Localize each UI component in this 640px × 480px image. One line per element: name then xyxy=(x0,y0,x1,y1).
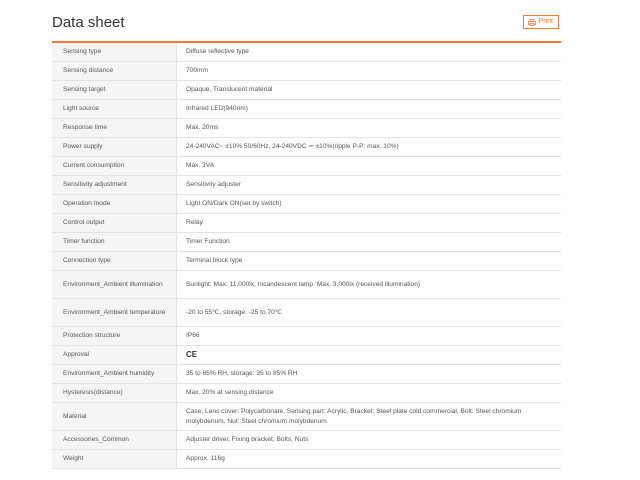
table-row xyxy=(52,403,561,431)
spec-value: 700mm xyxy=(177,62,562,81)
spec-value: Max. 20ms xyxy=(177,119,562,138)
table-row xyxy=(52,252,561,271)
table-row xyxy=(52,384,561,403)
table-row xyxy=(52,233,561,252)
spec-value: Sensitivity adjuster xyxy=(177,176,562,195)
spec-value: Case, Lens cover: Polycarbonate, Sensing part: Acrylic, Bracket: Steel plate cold commercial, Bolt: Steel chromium molybdenum, Nut: Steel chromium molybdenum xyxy=(177,403,562,431)
spec-value: Timer Function xyxy=(177,233,562,252)
table-row xyxy=(52,157,561,176)
spec-label: Power supply xyxy=(52,138,177,157)
spec-value: Infrared LED(940nm) xyxy=(177,100,562,119)
spec-label: Material xyxy=(52,403,177,431)
spec-label: Timer function xyxy=(52,233,177,252)
table-row xyxy=(52,119,561,138)
spec-value: Light ON/Dark ON(set by switch) xyxy=(177,195,562,214)
table-row xyxy=(52,346,561,365)
spec-label: Sensitivity adjustment xyxy=(52,176,177,195)
spec-label: Sensing type xyxy=(52,43,177,62)
spec-value: Relay xyxy=(177,214,562,233)
header xyxy=(52,12,561,42)
table-row xyxy=(52,299,561,327)
ce-mark-icon: CE xyxy=(186,349,198,359)
spec-value: Max. 20% at sensing distance xyxy=(177,384,562,403)
spec-label: Current consumption xyxy=(52,157,177,176)
spec-value xyxy=(177,346,562,365)
table-row xyxy=(52,62,561,81)
table-row xyxy=(52,271,561,299)
spec-value: IP66 xyxy=(177,327,562,346)
spec-value: Opaque, Translucent material xyxy=(177,81,562,100)
spec-value: Adjuster driver, Fixing bracket, Bolts, Nuts xyxy=(177,431,562,450)
spec-label: Approval xyxy=(52,346,177,365)
spec-label: Control output xyxy=(52,214,177,233)
spec-label: Operation mode xyxy=(52,195,177,214)
spec-value: 35 to 85% RH, storage: 35 to 85% RH xyxy=(177,365,562,384)
spec-label: Connection type xyxy=(52,252,177,271)
table-row xyxy=(52,365,561,384)
print-button[interactable] xyxy=(523,15,559,29)
spec-label: Sensing distance xyxy=(52,62,177,81)
table-row xyxy=(52,138,561,157)
spec-label: Environment_Ambient humidity xyxy=(52,365,177,384)
page-title: Data sheet xyxy=(52,14,125,31)
spec-label: Light source xyxy=(52,100,177,119)
spec-label: Accessories_Common xyxy=(52,431,177,450)
table-row xyxy=(52,195,561,214)
spec-label: Response time xyxy=(52,119,177,138)
data-sheet-table xyxy=(52,43,561,469)
spec-label: Protection structure xyxy=(52,327,177,346)
spec-label: Hysteresis(distance) xyxy=(52,384,177,403)
table-row xyxy=(52,100,561,119)
table-row xyxy=(52,214,561,233)
table-row xyxy=(52,176,561,195)
table-row xyxy=(52,43,561,62)
printer-icon xyxy=(528,19,536,26)
print-label: Print xyxy=(538,18,553,25)
spec-label: Weight xyxy=(52,450,177,469)
spec-value: Max. 3VA xyxy=(177,157,562,176)
spec-label: Environment_Ambient temperature xyxy=(52,299,177,327)
spec-label: Environment_Ambient illumination xyxy=(52,271,177,299)
table-row xyxy=(52,450,561,469)
table-row xyxy=(52,327,561,346)
spec-value: Approx. 116g xyxy=(177,450,562,469)
table-row xyxy=(52,81,561,100)
spec-label: Sensing target xyxy=(52,81,177,100)
spec-value: Diffuse reflective type xyxy=(177,43,562,62)
spec-value: Terminal block type xyxy=(177,252,562,271)
spec-value: Sunlight: Max. 11,000lx, Incandescent lamp: Max. 3,000lx (received illumination) xyxy=(177,271,562,299)
spec-value: 24-240VAC~ ±10% 50/60Hz, 24-240VDC ⎓ ±10%(ripple P-P: max. 10%) xyxy=(177,138,562,157)
table-row xyxy=(52,431,561,450)
spec-value: -20 to 55℃, storage: -25 to 70℃ xyxy=(177,299,562,327)
